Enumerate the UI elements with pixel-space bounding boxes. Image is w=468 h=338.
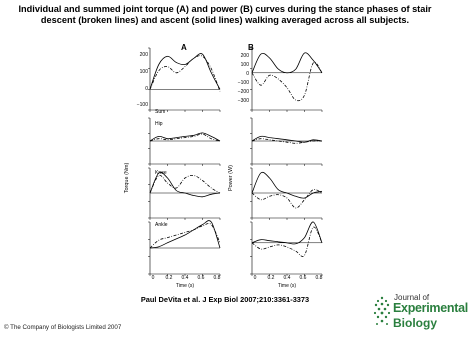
panel-b-ytick: −100: [237, 80, 249, 86]
row-label-ankle: Ankle: [155, 222, 168, 228]
series-line-solid-a-hip: [150, 133, 220, 141]
series-line-dashed-b-ankle: [252, 227, 322, 257]
series-line-solid-b-sum: [252, 53, 322, 73]
panel-b-xtick: 0.6: [299, 275, 307, 281]
citation: Paul DeVita et al. J Exp Biol 2007;210:3361-3373: [140, 295, 310, 304]
panel-a-xtick: 0: [151, 275, 155, 281]
panel-a-ytick: −100: [136, 102, 148, 108]
series-line-solid-b-knee: [252, 172, 322, 198]
panel-a-xtick: 0.2: [165, 275, 173, 281]
panel-a-ytick: 100: [139, 69, 148, 75]
panel-b-ytick: 200: [240, 53, 249, 59]
panel-b-xtick: 0.4: [283, 275, 291, 281]
series-line-solid-a-sum: [150, 54, 220, 90]
panel-b-ytick: −200: [237, 89, 249, 95]
panel-a-ytick: 200: [139, 52, 148, 58]
panel-a-xtick: 0.6: [197, 275, 205, 281]
plot-area: [148, 48, 322, 276]
series-line-solid-b-ankle: [252, 222, 322, 244]
logo-line-3: Biology: [393, 316, 437, 330]
series-line-dashed-b-sum: [252, 62, 322, 101]
panel-b-xtick: 0.2: [267, 275, 275, 281]
panel-b-ytick: −300: [237, 98, 249, 104]
row-label-hip: Hip: [155, 121, 163, 127]
panel-b-ytick: 0: [246, 71, 249, 77]
panel-b-ytick: 100: [240, 62, 249, 68]
series-line-dashed-a-hip: [150, 134, 220, 141]
row-label-sum: Sum: [155, 109, 166, 115]
figure-caption: Individual and summed joint torque (A) and power (B) curves during the stance phases of stair descent (broken lines) and ascent (solid lines) walking averaged across all subjects.: [18, 4, 432, 25]
panel-a-ytick: 0: [145, 86, 148, 92]
series-line-dashed-a-knee: [150, 175, 220, 193]
panel-b-xtick: 0.8: [315, 275, 323, 281]
logo-line-1: Journal of: [394, 293, 430, 302]
copyright-notice: © The Company of Biologists Limited 2007: [4, 324, 122, 331]
panel-a-xtick: 0.8: [213, 275, 221, 281]
panel-a-ylabel: Torque (Nm): [124, 162, 130, 194]
panel-b-xtick: 0: [253, 275, 257, 281]
panel-a-xlabel: Time (s): [175, 283, 195, 289]
panel-a-label: A: [181, 43, 187, 52]
panel-b-xlabel: Time (s): [277, 283, 297, 289]
panel-b-ylabel: Power (W): [228, 165, 234, 191]
series-line-dashed-b-knee: [252, 190, 322, 209]
row-label-knee: Knee: [155, 170, 167, 176]
panel-b-label: B: [248, 43, 254, 52]
logo-mark-icon: [371, 295, 393, 329]
logo-line-2: Experimental: [393, 301, 468, 315]
series-line-solid-b-hip: [252, 136, 322, 142]
journal-logo: [371, 293, 468, 333]
panel-a-xtick: 0.4: [181, 275, 189, 281]
